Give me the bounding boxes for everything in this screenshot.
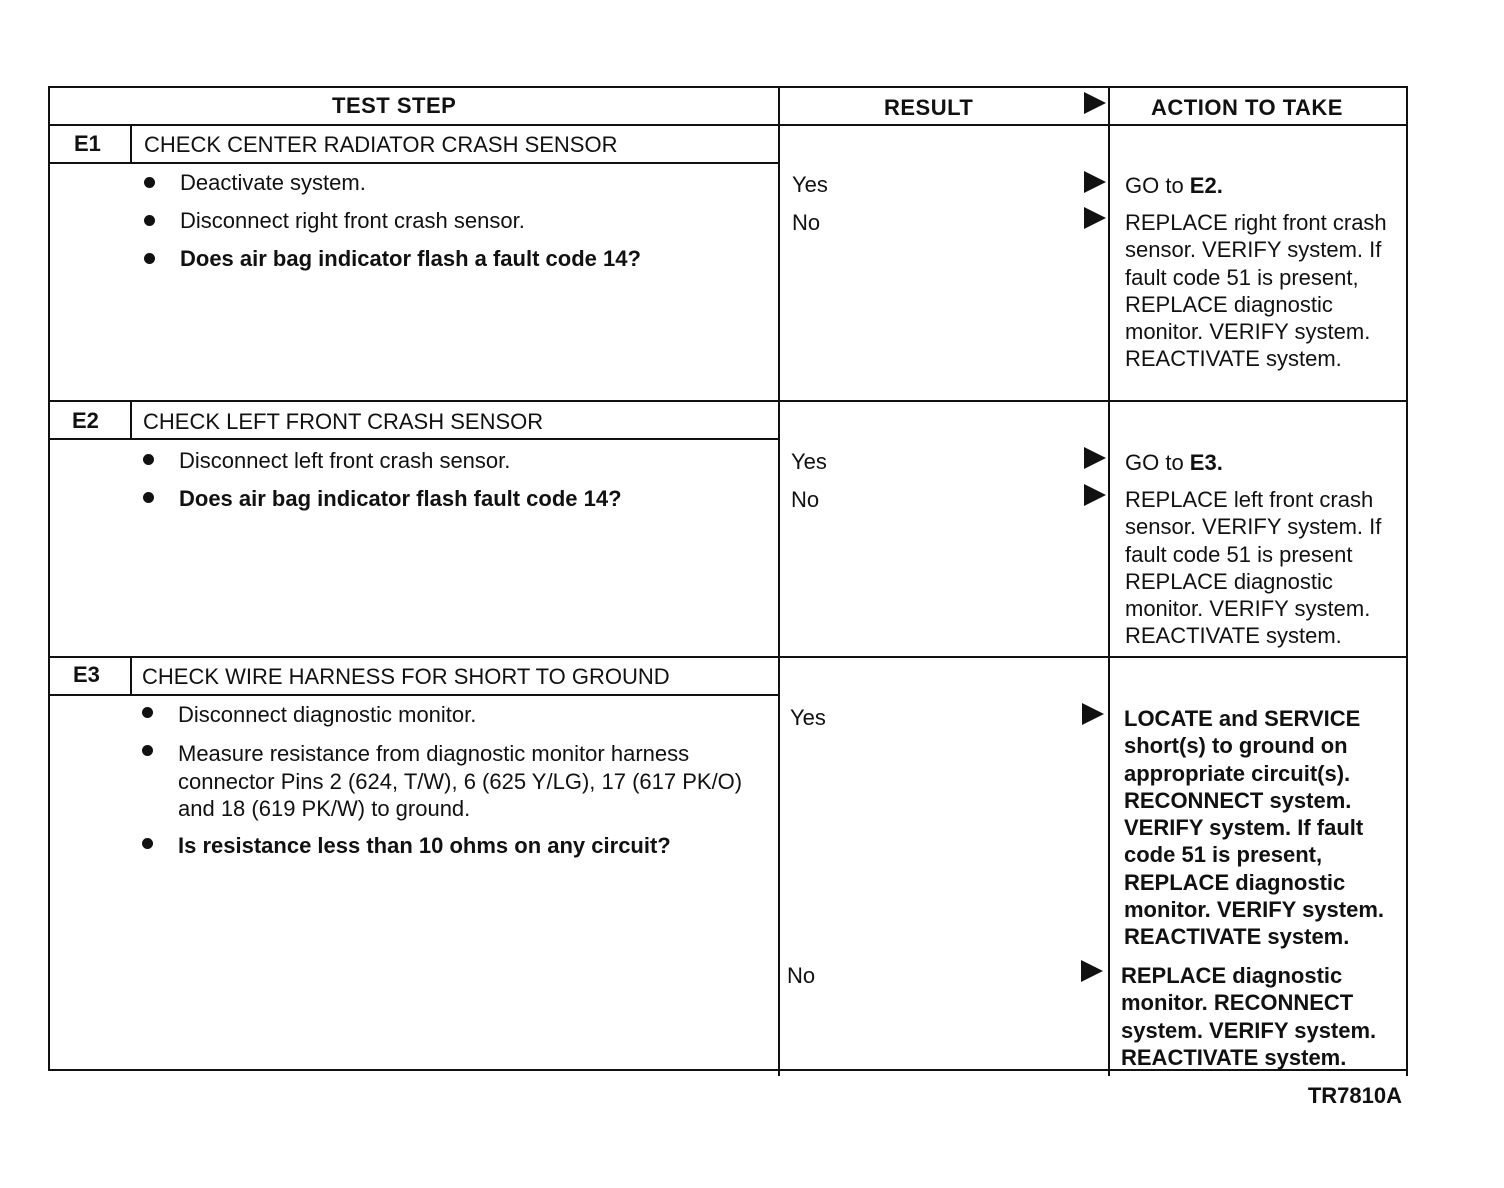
e2-title-underline bbox=[48, 438, 780, 440]
e1-no-arrow-icon bbox=[1084, 207, 1106, 229]
e3-yes-arrow-icon bbox=[1082, 703, 1104, 725]
e1-title-underline bbox=[48, 162, 780, 164]
e2-action-no: REPLACE left front crash sensor. VERIFY system. If fault code 51 is present REPLACE diagnostic monitor. VERIFY system. REACTIVATE system. bbox=[1125, 487, 1382, 649]
e1-result-yes: Yes bbox=[792, 172, 828, 197]
e1-result-no: No bbox=[792, 210, 821, 235]
e3-bullet-1-icon bbox=[142, 707, 153, 718]
e2-bullet-1: Disconnect left front crash sensor. bbox=[179, 448, 511, 473]
e1-bullet-3: Does air bag indicator flash a fault code 14? bbox=[180, 246, 641, 271]
e3-no-arrow-icon bbox=[1081, 960, 1103, 982]
table-left-border bbox=[48, 86, 50, 1071]
e3-result-yes: Yes bbox=[790, 705, 826, 730]
e3-step-id: E3 bbox=[73, 662, 100, 687]
e3-id-divider bbox=[130, 656, 132, 696]
e1-id-divider bbox=[130, 124, 132, 164]
header-test-step: TEST STEP bbox=[332, 93, 457, 118]
e1-bottom-border bbox=[48, 400, 1408, 402]
e2-bottom-border bbox=[48, 656, 1408, 658]
e1-action-yes: GO to E2. bbox=[1125, 173, 1223, 198]
e3-bullet-3-icon bbox=[142, 838, 153, 849]
e3-result-no: No bbox=[787, 963, 816, 988]
e1-step-id: E1 bbox=[74, 131, 101, 156]
e3-step-title: CHECK WIRE HARNESS FOR SHORT TO GROUND bbox=[142, 664, 670, 689]
e3-bullet-1: Disconnect diagnostic monitor. bbox=[178, 702, 477, 727]
e3-title-underline bbox=[48, 694, 780, 696]
e2-id-divider bbox=[130, 400, 132, 440]
header-action: ACTION TO TAKE bbox=[1151, 95, 1343, 120]
e2-step-title: CHECK LEFT FRONT CRASH SENSOR bbox=[143, 409, 544, 434]
e2-result-yes: Yes bbox=[791, 449, 827, 474]
e1-step-title: CHECK CENTER RADIATOR CRASH SENSOR bbox=[144, 132, 618, 157]
e2-result-no: No bbox=[791, 487, 820, 512]
e2-bullet-2: Does air bag indicator flash fault code 14? bbox=[179, 486, 622, 511]
e3-action-yes: LOCATE and SERVICE short(s) to ground on appropriate circuit(s). RECONNECT system. VERIFY system. If fault code 51 is present, REPLACE diagnostic monitor. VERIFY system. REACTIVATE system. bbox=[1124, 706, 1385, 950]
e1-yes-arrow-icon bbox=[1084, 171, 1106, 193]
e2-step-id: E2 bbox=[72, 408, 99, 433]
header-bottom-border bbox=[48, 124, 1408, 126]
e1-bullet-2: Disconnect right front crash sensor. bbox=[180, 208, 525, 233]
e2-bullet-2-icon bbox=[143, 492, 154, 503]
e1-bullet-3-icon bbox=[144, 253, 155, 264]
e3-bullet-2: Measure resistance from diagnostic monitor harness connector Pins 2 (624, T/W), 6 (625 Y/LG), 17 (617 PK/O) and 18 (619 PK/W) to ground. bbox=[178, 741, 743, 821]
table-right-border bbox=[1406, 86, 1408, 1076]
e2-action-yes: GO to E3. bbox=[1125, 450, 1223, 475]
header-arrow-icon bbox=[1084, 92, 1106, 114]
e1-bullet-1-icon bbox=[144, 177, 155, 188]
e2-bullet-1-icon bbox=[143, 454, 154, 465]
e3-action-no: REPLACE diagnostic monitor. RECONNECT system. VERIFY system. REACTIVATE system. bbox=[1121, 963, 1377, 1070]
header-result: RESULT bbox=[884, 95, 974, 120]
result-column-divider bbox=[778, 86, 780, 1076]
e1-action-no: REPLACE right front crash sensor. VERIFY system. If fault code 51 is present, REPLACE diagnostic monitor. VERIFY system. REACTIVATE system. bbox=[1125, 210, 1387, 372]
e1-bullet-1: Deactivate system. bbox=[180, 170, 366, 195]
table-top-border bbox=[48, 86, 1408, 88]
diagnostic-table bbox=[48, 86, 1408, 1076]
action-column-divider bbox=[1108, 86, 1110, 1076]
e3-bullet-2-icon bbox=[142, 745, 153, 756]
e2-yes-arrow-icon bbox=[1084, 447, 1106, 469]
e2-no-arrow-icon bbox=[1084, 484, 1106, 506]
figure-id: TR7810A bbox=[1307, 1083, 1402, 1108]
e1-bullet-2-icon bbox=[144, 215, 155, 226]
e3-bullet-3: Is resistance less than 10 ohms on any circuit? bbox=[178, 833, 671, 858]
